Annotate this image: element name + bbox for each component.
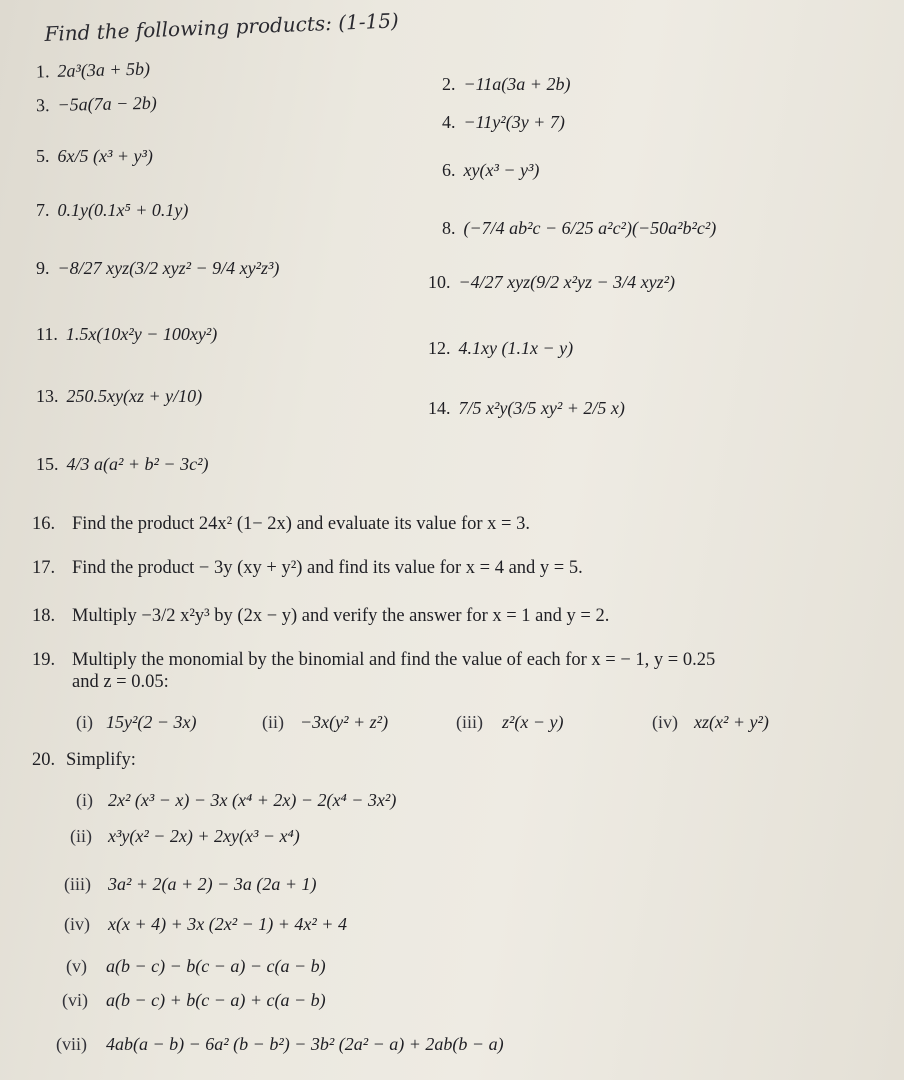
part-label: (iv)	[64, 914, 90, 934]
problem-number: 6.	[442, 160, 456, 180]
problem-3	[36, 93, 157, 117]
problem-number: 4.	[442, 112, 456, 132]
problem-number: 5.	[36, 146, 50, 166]
part-label: (vii)	[56, 1034, 87, 1054]
question-16	[32, 514, 530, 535]
problem-number: 2.	[442, 74, 456, 94]
problem-9	[36, 258, 279, 279]
problem-number: 12.	[428, 338, 451, 358]
problem-number: 14.	[428, 398, 451, 418]
problem-expression: 6x/5 (x³ + y³)	[57, 146, 153, 166]
q19-part-iv	[652, 712, 769, 733]
problem-15	[36, 454, 208, 475]
problem-expression: 250.5xy(xz + y/10)	[66, 386, 203, 406]
part-label: (i)	[76, 790, 93, 810]
question-number: 19.	[32, 650, 56, 670]
question-text: Find the product 24x² (1− 2x) and evaluate its value for x = 3.	[72, 514, 530, 534]
part-expression: 15y²(2 − 3x)	[106, 712, 197, 732]
problem-expression: −11y²(3y + 7)	[463, 112, 565, 132]
question-number: 17.	[32, 558, 56, 578]
problem-14	[428, 398, 625, 419]
q20-part-vi	[62, 990, 326, 1011]
question-number: 18.	[32, 606, 56, 626]
part-label: (vi)	[62, 990, 88, 1010]
part-expression: x(x + 4) + 3x (2x² − 1) + 4x² + 4	[108, 914, 347, 934]
problem-expression: −5a(7a − 2b)	[57, 92, 157, 115]
part-label: (iv)	[652, 712, 678, 732]
part-label: (iii)	[64, 874, 91, 894]
problem-number: 11.	[36, 324, 58, 344]
q20-part-iv	[64, 914, 347, 935]
problem-5	[36, 146, 153, 167]
problem-expression: 2a³(3a + 5b)	[57, 58, 151, 81]
part-expression: 2x² (x³ − x) − 3x (x⁴ + 2x) − 2(x⁴ − 3x²)	[108, 790, 397, 810]
problem-number: 10.	[428, 272, 451, 292]
problem-expression: 1.5x(10x²y − 100xy²)	[65, 324, 218, 344]
q20-part-v	[66, 956, 326, 977]
part-expression: z²(x − y)	[502, 712, 564, 732]
problem-number: 7.	[36, 200, 50, 220]
problem-expression: −11a(3a + 2b)	[463, 74, 571, 94]
problem-2	[442, 74, 570, 95]
problem-12	[428, 338, 573, 359]
problem-expression: −4/27 xyz(9/2 x²yz − 3/4 xyz²)	[458, 272, 676, 292]
part-label: (v)	[66, 956, 87, 976]
problem-expression: xy(x³ − y³)	[463, 160, 540, 180]
part-expression: 4ab(a − b) − 6a² (b − b²) − 3b² (2a² − a) + 2ab(b − a)	[106, 1034, 504, 1054]
part-label: (iii)	[456, 712, 483, 732]
problem-number: 15.	[36, 454, 59, 474]
q20-part-i	[76, 790, 396, 811]
problem-expression: 0.1y(0.1x⁵ + 0.1y)	[57, 200, 189, 220]
question-18	[32, 606, 609, 627]
problem-4	[442, 112, 565, 133]
problem-number: 9.	[36, 258, 50, 278]
problem-number: 3.	[35, 94, 50, 116]
problem-expression: 4/3 a(a² + b² − 3c²)	[66, 454, 209, 474]
q20-part-iii	[64, 874, 316, 895]
part-expression: a(b − c) + b(c − a) + c(a − b)	[106, 990, 326, 1010]
question-text: Multiply −3/2 x²y³ by (2x − y) and verify the answer for x = 1 and y = 2.	[72, 606, 610, 626]
q19-part-i	[76, 712, 197, 733]
part-expression: a(b − c) − b(c − a) − c(a − b)	[106, 956, 326, 976]
problem-number: 8.	[442, 218, 456, 238]
problem-number: 1.	[35, 61, 50, 82]
part-label: (ii)	[70, 826, 92, 846]
question-text: Find the product − 3y (xy + y²) and find its value for x = 4 and y = 5.	[72, 558, 583, 578]
part-label: (i)	[76, 712, 93, 732]
problem-expression: (−7/4 ab²c − 6/25 a²c²)(−50a²b²c²)	[463, 218, 717, 238]
problem-7	[36, 200, 188, 221]
question-19-continuation: and z = 0.05:	[72, 672, 169, 692]
question-text: Simplify:	[66, 750, 136, 770]
part-expression: x³y(x² − 2x) + 2xy(x³ − x⁴)	[108, 826, 300, 846]
q20-part-vii	[56, 1034, 504, 1055]
problem-number: 13.	[36, 386, 59, 406]
question-19	[32, 650, 715, 671]
problem-6	[442, 160, 539, 181]
question-17	[32, 558, 583, 579]
problem-10	[428, 272, 675, 293]
problem-expression: 7/5 x²y(3/5 xy² + 2/5 x)	[458, 398, 625, 418]
q20-part-ii	[70, 826, 300, 847]
problem-11	[36, 324, 217, 345]
question-20	[32, 750, 136, 771]
problem-expression: −8/27 xyz(3/2 xyz² − 9/4 xy²z³)	[57, 258, 280, 278]
problem-13	[36, 386, 202, 407]
page-heading: Find the following products: (1-15)	[44, 8, 400, 46]
q19-part-iii	[456, 712, 564, 733]
problem-1	[36, 59, 151, 83]
part-expression: xz(x² + y²)	[694, 712, 769, 732]
part-label: (ii)	[262, 712, 284, 732]
question-text: Multiply the monomial by the binomial and find the value of each for x = − 1, y = 0.25	[72, 650, 716, 670]
problem-8	[442, 218, 716, 239]
part-expression: −3x(y² + z²)	[300, 712, 389, 732]
part-expression: 3a² + 2(a + 2) − 3a (2a + 1)	[108, 874, 317, 894]
q19-part-ii	[262, 712, 388, 733]
question-number: 20.	[32, 750, 56, 770]
problem-expression: 4.1xy (1.1x − y)	[458, 338, 574, 358]
question-number: 16.	[32, 514, 56, 534]
